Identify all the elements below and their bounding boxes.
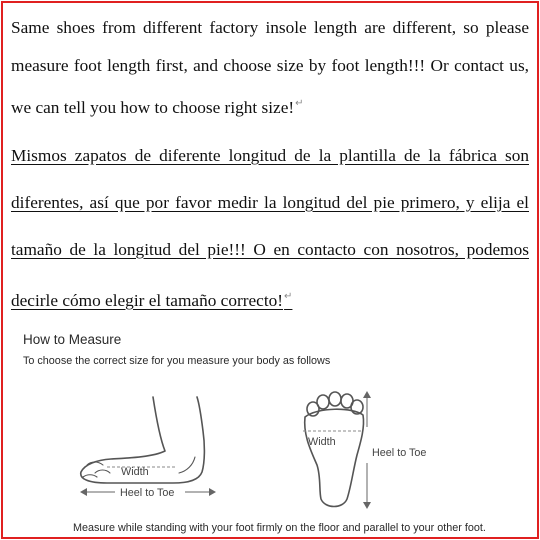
measurement-diagrams (3, 3, 537, 537)
side-width-marker (107, 466, 175, 478)
top-length-label: Heel to Toe (372, 447, 427, 459)
top-width-marker (303, 431, 361, 448)
how-to-measure-title: How to Measure (23, 332, 122, 347)
notice-spanish-text: Mismos zapatos de diferente longitud de la plantilla de la fábrica son diferentes, así que por favor medir la longitud del pie primero, y elija el tamaño de la longitud del pie!!! O en contacto con nosotros, podemos decirle cómo elegir el tamaño correcto! (11, 146, 529, 310)
how-to-measure-footnote: Measure while standing with your foot firmly on the floor and parallel to your other foot. (73, 522, 486, 534)
side-width-label: Width (121, 466, 149, 478)
notice-english-text: Same shoes from different factory insole length are different, so please measure foot length first, and choose size by foot length!!! Or contact us, we can tell you how to choose right size! (11, 18, 529, 117)
foot-top-view-icon (305, 392, 364, 507)
size-notice-frame (1, 1, 539, 539)
paragraph-mark-icon: ↵ (295, 98, 304, 109)
paragraph-mark-icon: ↵ (284, 291, 293, 302)
top-width-label: Width (308, 436, 336, 448)
side-length-marker (81, 487, 215, 499)
top-length-marker (367, 392, 426, 508)
how-to-measure-subtitle: To choose the correct size for you measure your body as follows (23, 355, 331, 367)
side-length-label: Heel to Toe (120, 487, 175, 499)
